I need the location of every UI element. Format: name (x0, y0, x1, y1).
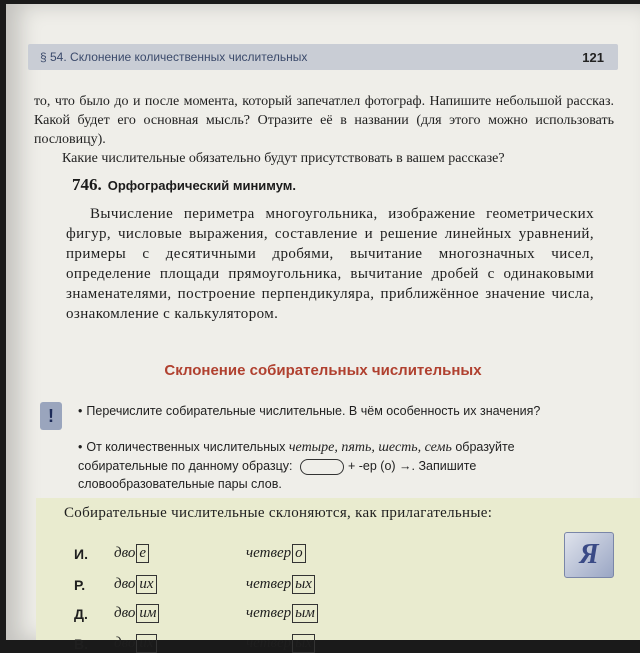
second-word (246, 544, 306, 563)
task-bullet-2-formula: + -ер (о) → (347, 459, 412, 473)
word-ending: их (136, 634, 156, 653)
word-stem: дво (114, 545, 136, 561)
word-ending: е (136, 544, 149, 563)
task-bullet-2-words: четыре, пять, шесть, семь (288, 440, 452, 455)
word-ending: о (292, 544, 306, 563)
word-ending: ых (292, 575, 315, 594)
word-stem: дво (114, 635, 136, 651)
case-row (74, 575, 312, 594)
task-bullet-2-pre: От количественных числительных (86, 440, 286, 454)
intro-paragraph (34, 92, 614, 168)
section-heading: § 54. Склонение количественных числительных (40, 50, 308, 64)
second-word (246, 604, 318, 623)
case-label: Р. (74, 576, 86, 593)
bullet-icon: • (78, 404, 83, 418)
case-label: Д. (74, 605, 88, 622)
second-word (246, 634, 315, 653)
word-ending: ых (292, 634, 315, 653)
case-label: В. (74, 635, 88, 652)
word-ending: им (136, 604, 159, 623)
word-ending: ым (292, 604, 318, 623)
page-number: 121 (582, 49, 604, 65)
word-stem: четвер (246, 545, 292, 561)
word-stem: дво (114, 576, 136, 592)
task-bullet-1-text: Перечислите собирательные числительные. В чём особенность их значения? (86, 404, 541, 418)
second-word (246, 575, 315, 594)
task-bullet-2-post: . Запишите словообразовательные пары слов. (78, 459, 477, 491)
case-row (74, 634, 312, 653)
exercise-heading (72, 175, 296, 195)
word-ending: их (136, 575, 156, 594)
exercise-title: Орфографический минимум. (107, 178, 297, 193)
task-bullet-2 (78, 438, 606, 493)
root-oval-icon (300, 459, 344, 475)
intro-question: Какие числительные обязательно будут присутствовать в вашем рассказе? (62, 151, 505, 166)
exercise-text: Вычисление периметра многоугольника, изображение геометрических фигур, числовые выражения, составление и решение линейных уравнений, примеры с десятичными дробями, вычитание многозначных чисел, определение площади прямоугольника, вычитание дробей с одинаковыми знаменателями, построение перпендикуляра, приближённое значение числа, ознакомление с калькулятором. (66, 206, 594, 322)
rule-text: Собирательные числительные склоняются, как прилагательные: (64, 505, 493, 521)
case-label: И. (74, 545, 88, 562)
intro-line: то, что было до и после момента, который запечатлел фотограф. Напишите небольшой рассказ. Какой будет его основная мысль? Отразите её в названии (для этого можно использовать пословицу). (34, 94, 614, 147)
section-title: Склонение собирательных числительных (164, 362, 482, 379)
exclamation-icon: ! (40, 402, 62, 430)
word-stem: четвер (246, 605, 292, 621)
word-stem: четвер (246, 576, 292, 592)
word-stem: четвер (246, 635, 292, 651)
exercise-number: 746. (72, 175, 102, 194)
bullet-icon: • (78, 440, 83, 454)
textbook-page (6, 4, 640, 652)
language-badge-icon: Я (564, 532, 614, 578)
task-bullet-1 (78, 402, 606, 420)
case-row (74, 604, 315, 623)
case-row (74, 544, 303, 563)
task-bullet-2-mid: образуйте собирательные по данному образцу: (78, 440, 515, 473)
page-header (28, 44, 618, 70)
word-stem: дво (114, 605, 136, 621)
